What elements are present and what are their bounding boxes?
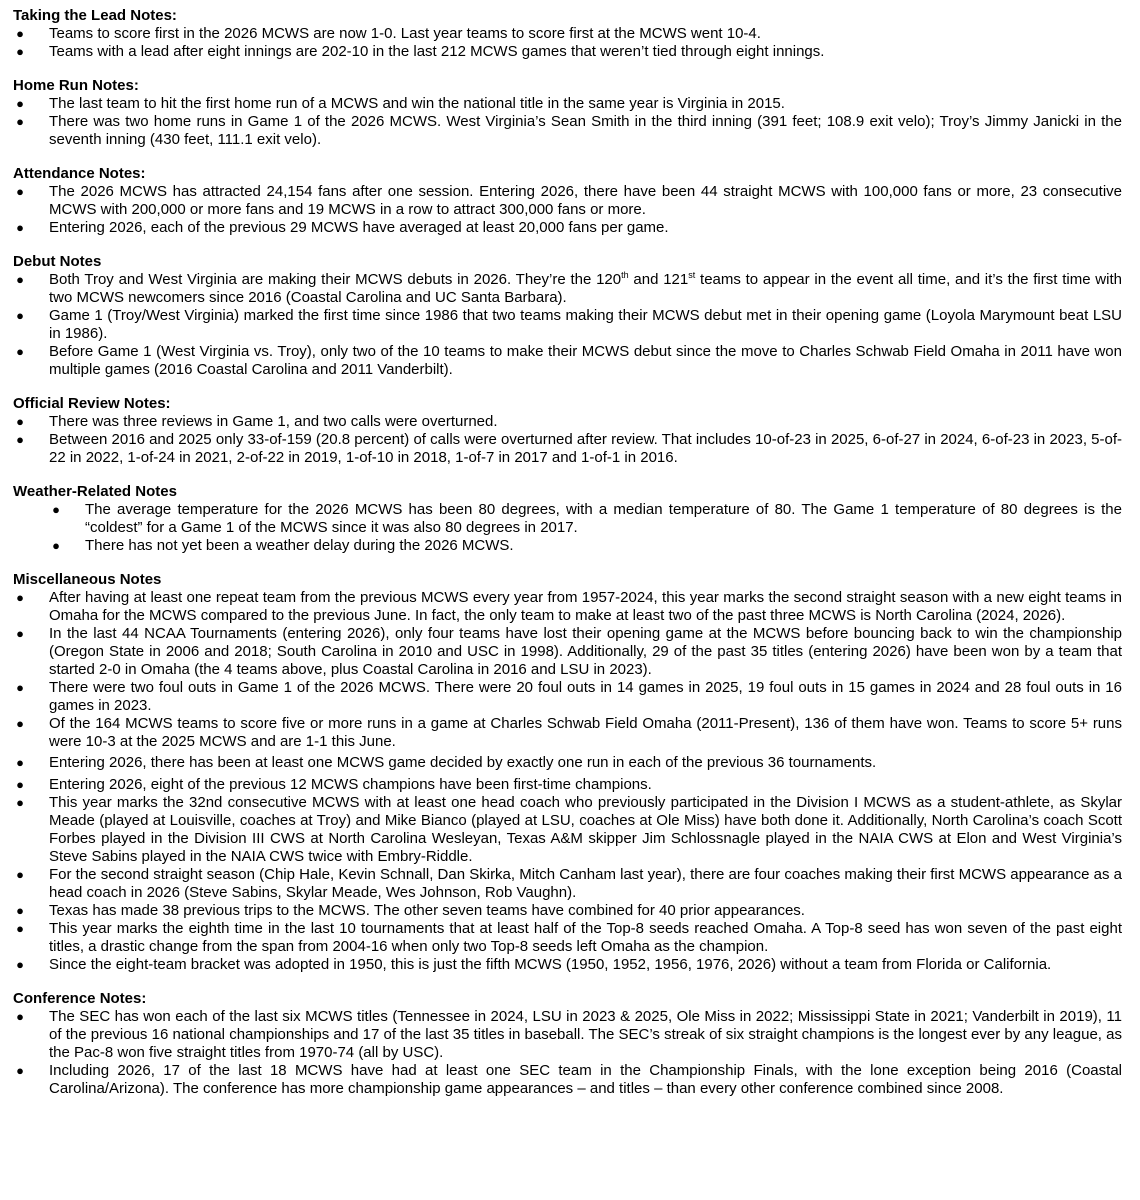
bullet-icon: ● — [16, 114, 24, 129]
list-item-text: There were two foul outs in Game 1 of the 2026 MCWS. There were 20 foul outs in 14 games in 2025, 19 foul outs in 15 games in 2024 and 28 foul outs in 16 games in 2023. — [49, 679, 1122, 714]
list-item — [13, 43, 1122, 61]
bullet-list — [13, 589, 1122, 974]
section-heading: Taking the Lead Notes: — [13, 7, 177, 24]
section-heading: Official Review Notes: — [13, 395, 171, 412]
list-item — [13, 902, 1122, 920]
bullet-icon: ● — [52, 538, 60, 553]
bullet-icon: ● — [16, 777, 24, 792]
list-item — [13, 307, 1122, 343]
bullet-icon: ● — [16, 344, 24, 359]
bullet-icon: ● — [16, 957, 24, 972]
list-item — [13, 754, 1122, 772]
list-item-text: There was two home runs in Game 1 of the 2026 MCWS. West Virginia’s Sean Smith in the third inning (391 feet; 108.9 exit velo); Troy’s Jimmy Janicki in the seventh inning (430 feet, 111.1 exit velo). — [49, 113, 1122, 148]
list-item — [13, 413, 1122, 431]
bullet-list — [13, 1008, 1122, 1098]
list-item — [13, 183, 1122, 219]
bullet-icon: ● — [16, 626, 24, 641]
list-item-text: Since the eight-team bracket was adopted in 1950, this is just the fifth MCWS (1950, 1952, 1956, 1976, 2026) without a team from Florida or California. — [49, 956, 1052, 973]
ordinal-suffix: st — [688, 270, 696, 280]
list-item — [13, 625, 1122, 679]
bullet-list — [13, 183, 1122, 237]
section-heading: Debut Notes — [13, 253, 102, 270]
list-item-text: Of the 164 MCWS teams to score five or more runs in a game at Charles Schwab Field Omaha (2011-Present), 136 of them have won. Teams to score 5+ runs were 10-3 at the 2025 MCWS and are 1-1 this June. — [49, 715, 1122, 750]
list-item-text: The 2026 MCWS has attracted 24,154 fans after one session. Entering 2026, there have been 44 straight MCWS with 100,000 fans or more, 23 consecutive MCWS with 200,000 or more fans and 19 MCWS in a row to attract 300,000 fans or more. — [49, 183, 1122, 218]
list-item — [13, 679, 1122, 715]
bullet-icon: ● — [16, 903, 24, 918]
list-item — [13, 794, 1122, 866]
list-item-text: There has not yet been a weather delay during the 2026 MCWS. — [85, 537, 514, 554]
official-review-section — [13, 394, 1122, 467]
bullet-icon: ● — [16, 590, 24, 605]
list-item-text: In the last 44 NCAA Tournaments (entering 2026), only four teams have lost their opening game at the MCWS before bouncing back to win the championship (Oregon State in 2006 and 2018; South Carolina in 2010 and USC in 1998). Additionally, 29 of the past 35 titles (entering 2026) have been won by a team that started 2-0 in Omaha (the 4 teams above, plus Coastal Carolina in 2016 and LSU in 2023). — [49, 625, 1122, 678]
text-run: teams to appear in the event all time, and it’s the first time with two MCWS newcomers since 2016 (Coastal Carolina and UC Santa Barbara). — [49, 271, 1122, 306]
bullet-icon: ● — [16, 1063, 24, 1078]
list-item-text: The SEC has won each of the last six MCWS titles (Tennessee in 2024, LSU in 2023 & 2025, Ole Miss in 2022; Mississippi State in 2021; Vanderbilt in 2019), 11 of the previous 16 national championships and 17 of the last 35 titles in baseball. The SEC’s streak of six straight champions is the longest ever by any league, as the Pac-8 won five straight titles from 1970-74 (all by USC). — [49, 1008, 1122, 1061]
bullet-icon: ● — [16, 921, 24, 936]
list-item-text: Texas has made 38 previous trips to the MCWS. The other seven teams have combined for 40 prior appearances. — [49, 902, 805, 919]
bullet-list — [13, 501, 1122, 555]
bullet-icon: ● — [16, 1009, 24, 1024]
list-item-text: After having at least one repeat team from the previous MCWS every year from 1957-2024, this year marks the second straight season with a new eight teams in Omaha for the MCWS compared to the previous June. In fact, the only team to make at least two of the past three MCWS is North Carolina (2024, 2026). — [49, 589, 1122, 624]
list-item — [13, 920, 1122, 956]
miscellaneous-section — [13, 570, 1122, 974]
bullet-list — [13, 271, 1122, 379]
list-item-text: This year marks the 32nd consecutive MCWS with at least one head coach who previously participated in the Division I MCWS as a student-athlete, as Skylar Meade (played at Louisville, coaches at Troy) and Mike Bianco (played at LSU, coaches at Ole Miss) have both done it. Additionally, North Carolina’s coach Scott Forbes played in the Division III CWS at North Carolina Wesleyan, Texas A&M skipper Jim Schlossnagle played in the NAIA CWS at Elon and West Virginia’s Steve Sabins played in the NAIA CWS twice with Embry-Riddle. — [49, 794, 1122, 865]
section-heading: Conference Notes: — [13, 990, 147, 1007]
list-item — [13, 113, 1122, 149]
list-item — [13, 219, 1122, 237]
attendance-section — [13, 164, 1122, 237]
taking-the-lead-section — [13, 6, 1122, 61]
bullet-list — [13, 413, 1122, 467]
list-item-text: Game 1 (Troy/West Virginia) marked the first time since 1986 that two teams making their MCWS debut met in their opening game (Loyola Marymount beat LSU in 1986). — [49, 307, 1122, 342]
bullet-icon: ● — [16, 96, 24, 111]
list-item-text: This year marks the eighth time in the last 10 tournaments that at least half of the Top-8 seeds reached Omaha. A Top-8 seed has won seven of the past eight titles, a drastic change from the span from 2004-16 when only two Top-8 seeds left Omaha as the champion. — [49, 920, 1122, 955]
bullet-icon: ● — [16, 432, 24, 447]
list-item-text: Between 2016 and 2025 only 33-of-159 (20.8 percent) of calls were overturned after review. That includes 10-of-23 in 2025, 6-of-27 in 2024, 6-of-23 in 2023, 5-of-22 in 2022, 1-of-24 in 2021, 2-of-22 in 2019, 1-of-10 in 2018, 1-of-7 in 2017 and 1-of-1 in 2016. — [49, 431, 1122, 466]
bullet-icon: ● — [16, 308, 24, 323]
list-item-text: Entering 2026, eight of the previous 12 MCWS champions have been first-time champions. — [49, 776, 652, 793]
bullet-icon: ● — [16, 184, 24, 199]
bullet-icon: ● — [16, 44, 24, 59]
list-item-text: The average temperature for the 2026 MCWS has been 80 degrees, with a median temperature of 80. The Game 1 temperature of 80 degrees is the “coldest” for a Game 1 of the MCWS since it was also 80 degrees in 2017. — [85, 501, 1122, 536]
list-item-text: Before Game 1 (West Virginia vs. Troy), only two of the 10 teams to make their MCWS debut since the move to Charles Schwab Field Omaha in 2011 have won multiple games (2016 Coastal Carolina and 2011 Vanderbilt). — [49, 343, 1122, 378]
list-item — [13, 776, 1122, 794]
list-item-text: The last team to hit the first home run of a MCWS and win the national title in the same year is Virginia in 2015. — [49, 95, 785, 112]
section-heading: Weather-Related Notes — [13, 483, 177, 500]
list-item — [13, 95, 1122, 113]
bullet-icon: ● — [52, 502, 60, 517]
bullet-list — [13, 95, 1122, 149]
list-item — [13, 1008, 1122, 1062]
list-item — [13, 343, 1122, 379]
list-item — [13, 271, 1122, 307]
list-item-text: Entering 2026, there has been at least one MCWS game decided by exactly one run in each of the previous 36 tournaments. — [49, 754, 877, 771]
list-item-text — [49, 271, 1122, 306]
list-item — [13, 431, 1122, 467]
list-item — [13, 501, 1122, 537]
bullet-icon: ● — [16, 272, 24, 287]
list-item — [13, 589, 1122, 625]
bullet-icon: ● — [16, 755, 24, 770]
section-heading: Attendance Notes: — [13, 165, 146, 182]
bullet-icon: ● — [16, 716, 24, 731]
text-run: Both Troy and West Virginia are making their MCWS debuts in 2026. They’re the 120 — [49, 271, 622, 288]
bullet-icon: ● — [16, 795, 24, 810]
list-item — [13, 956, 1122, 974]
list-item — [13, 537, 1122, 555]
list-item-text: For the second straight season (Chip Hale, Kevin Schnall, Dan Skirka, Mitch Canham last year), there are four coaches making their first MCWS appearance as a head coach in 2026 (Steve Sabins, Skylar Meade, Wes Johnson, Rob Vaughn). — [49, 866, 1122, 901]
bullet-icon: ● — [16, 26, 24, 41]
bullet-icon: ● — [16, 414, 24, 429]
conference-section — [13, 989, 1122, 1098]
bullet-icon: ● — [16, 867, 24, 882]
list-item-text: Teams with a lead after eight innings are 202-10 in the last 212 MCWS games that weren’t tied through eight innings. — [49, 43, 825, 60]
list-item-text: Teams to score first in the 2026 MCWS are now 1-0. Last year teams to score first at the MCWS went 10-4. — [49, 25, 761, 42]
list-item-text: Entering 2026, each of the previous 29 MCWS have averaged at least 20,000 fans per game. — [49, 219, 669, 236]
list-item-text: Including 2026, 17 of the last 18 MCWS have had at least one SEC team in the Championship Finals, with the lone exception being 2016 (Coastal Carolina/Arizona). The conference has more championship game appearances – and titles – than every other conference combined since 2008. — [49, 1062, 1122, 1097]
ordinal-suffix: th — [621, 270, 629, 280]
list-item-text: There was three reviews in Game 1, and two calls were overturned. — [49, 413, 498, 430]
bullet-list — [13, 25, 1122, 61]
list-item — [13, 25, 1122, 43]
weather-section — [13, 482, 1122, 555]
section-heading: Home Run Notes: — [13, 77, 139, 94]
list-item — [13, 866, 1122, 902]
section-heading: Miscellaneous Notes — [13, 571, 162, 588]
list-item — [13, 1062, 1122, 1098]
debut-section — [13, 252, 1122, 379]
text-run: and 121 — [628, 271, 689, 288]
home-run-section — [13, 76, 1122, 149]
bullet-icon: ● — [16, 680, 24, 695]
bullet-icon: ● — [16, 220, 24, 235]
list-item — [13, 715, 1122, 751]
